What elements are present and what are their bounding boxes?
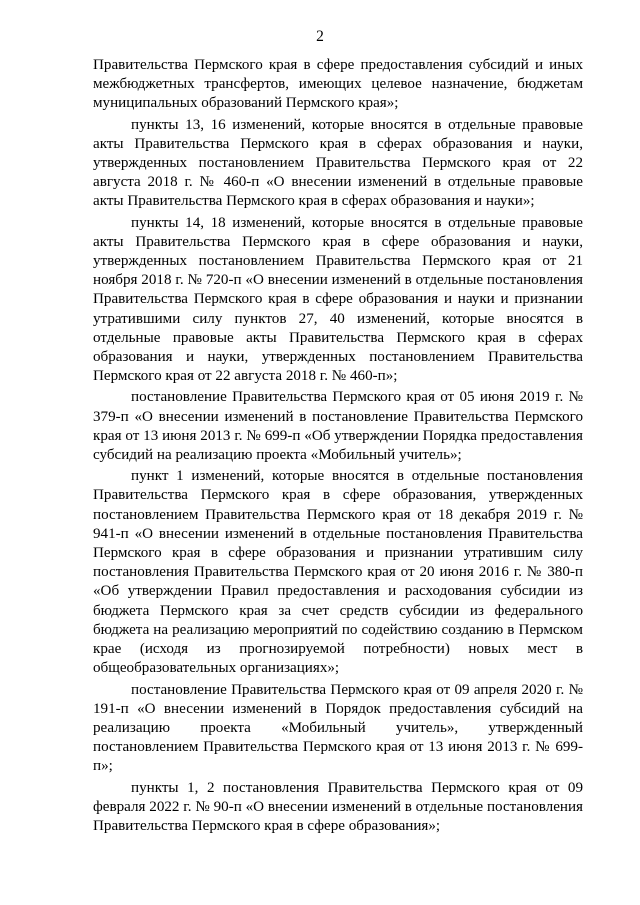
paragraph-item: постановление Правительства Пермского края от 05 июня 2019 г. № 379-п «О внесении изменений в постановление Правительства Пермского края от 13 июня 2013 г. № 699-п «Об утверждении Порядка предоставления субсидий на реализацию проекта «Мобильный учитель»; xyxy=(93,389,583,464)
paragraph-item: пункты 1, 2 постановления Правительства Пермского края от 09 февраля 2022 г. № 90-п «О внесении изменений в отдельные постановления Правительства Пермского края в сфере образования»; xyxy=(93,779,583,834)
paragraph-item: пункты 14, 18 изменений, которые вносятся в отдельные правовые акты Правительства Пермского края в сфере образования и науки, утвержденных постановлением Правительства Пермского края от 21 ноября 2018 г. № 720-п «О внесении изменений в отдельные постановления Правительства Пермского края в сфере образования и науки и признании утратившими силу пунктов 27, 40 изменений, которые вносятся в отдельные правовые акты Правительства Пермского края в сферах образования и науки, утвержденных постановлением Правительства Пермского края от 22 августа 2018 г. № 460-п»; xyxy=(93,214,583,385)
paragraph-item: пункт 1 изменений, которые вносятся в отдельные постановления Правительства Пермского края в сфере образования, утвержденных постановлением Правительства Пермского края от 18 декабря 2019 г. № 941-п «О внесении изменений в отдельные постановления Правительства Пермского края в сфере образования и признании утратившим силу постановления Правительства Пермского края от 20 июня 2016 г. № 380-п «Об утверждении Правил предоставления и расходования субсидии из бюджета Пермского края за счет средств субсидии из федерального бюджета на реализацию мероприятий по содействию созданию в Пермском крае (исходя из прогнозируемой потребности) новых мест в общеобразовательных организациях»; xyxy=(93,468,583,677)
paragraph-item: пункты 13, 16 изменений, которые вносятся в отдельные правовые акты Правительства Пермского края в сферах образования и науки, утвержденных постановлением Правительства Пермского края от 22 августа 2018 г. № 460-п «О внесении изменений в отдельные правовые акты Правительства Пермского края в сферах образования и науки»; xyxy=(93,116,583,210)
page-number: 2 xyxy=(316,28,324,45)
document-body xyxy=(93,56,583,838)
paragraph-item: постановление Правительства Пермского края от 09 апреля 2020 г. № 191-п «О внесении изменений в Порядок предоставления субсидий на реализацию проекта «Мобильный учитель», утвержденный постановлением Правительства Пермского края от 13 июня 2013 г. № 699-п»; xyxy=(93,681,583,775)
paragraph-continuation: Правительства Пермского края в сфере предоставления субсидий и иных межбюджетных трансфертов, имеющих целевое назначение, бюджетам муниципальных образований Пермского края»; xyxy=(93,57,583,112)
